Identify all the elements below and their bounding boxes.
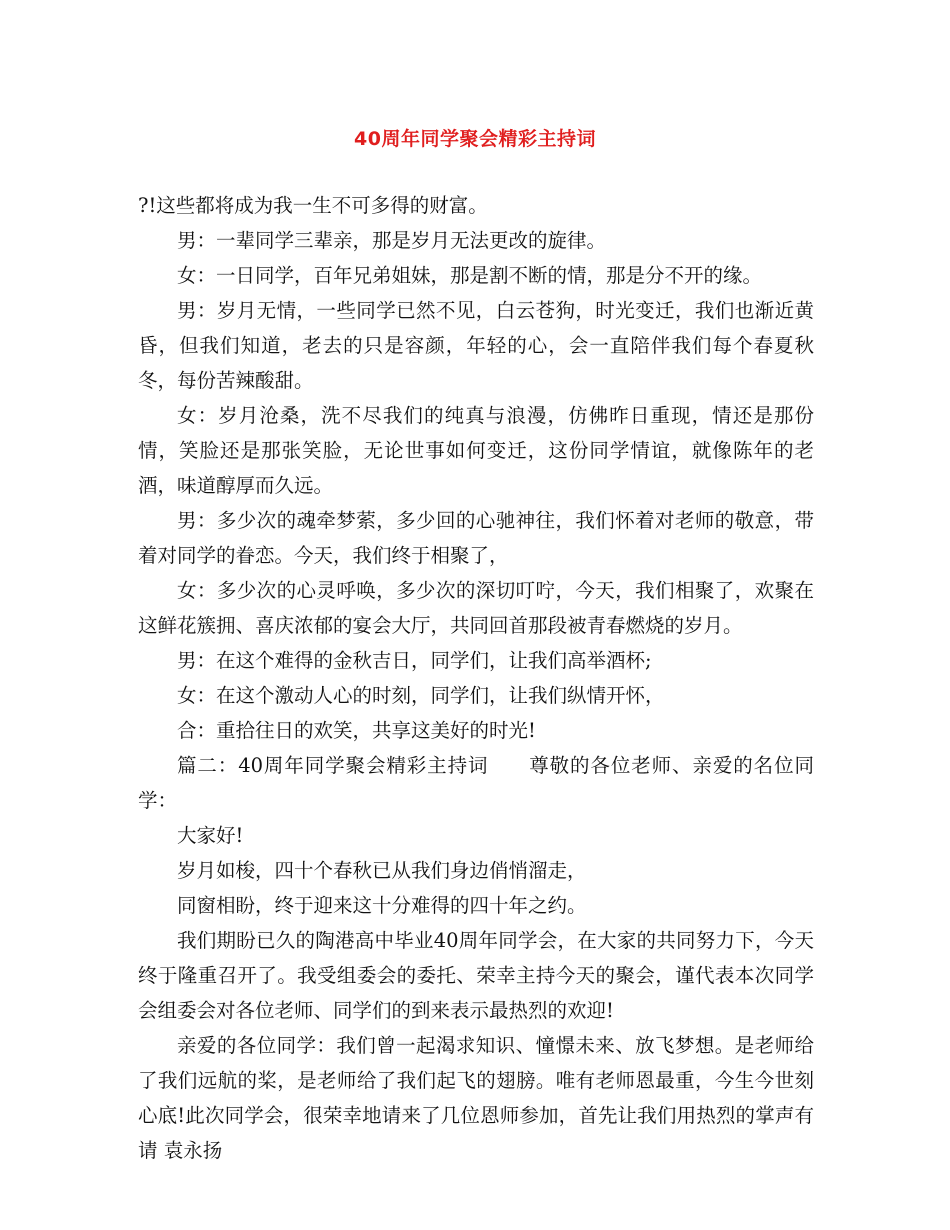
document-body	[138, 188, 814, 1168]
paragraph: 篇二：40周年同学聚会精彩主持词 尊敬的各位老师、亲爱的名位同学：	[138, 754, 814, 812]
paragraph: 女：多少次的心灵呼唤，多少次的深切叮咛，今天，我们相聚了，欢聚在这鲜花簇拥、喜庆浓郁的宴会大厅，共同回首那段被青春燃烧的岁月。	[138, 579, 814, 637]
paragraph: 亲爱的各位同学：我们曾一起渴求知识、憧憬未来、放飞梦想。是老师给了我们远航的桨，是老师给了我们起飞的翅膀。唯有老师恩最重，今生今世刻心底!此次同学会，很荣幸地请来了几位恩师参加，首先让我们用热烈的掌声有请 袁永扬	[138, 1034, 814, 1162]
paragraph: 男：一辈同学三辈亲，那是岁月无法更改的旋律。	[177, 229, 607, 252]
paragraph: 岁月如梭，四十个春秋已从我们身边俏悄溜走，	[177, 859, 587, 882]
paragraph: 女：一日同学，百年兄弟姐妹，那是割不断的情，那是分不开的缘。	[177, 264, 763, 287]
paragraph: 我们期盼已久的陶港高中毕业40周年同学会，在大家的共同努力下，今天终于隆重召开了。我受组委会的委托、荣幸主持今天的聚会，谨代表本次同学会组委会对各位老师、同学们的到来表示最热烈的欢迎!	[138, 929, 814, 1022]
paragraph: 男：在这个难得的金秋吉日，同学们，让我们高举酒杯;	[177, 649, 652, 672]
paragraph: 合：重拾往日的欢笑，共享这美好的时光!	[177, 719, 536, 742]
paragraph: 男：多少次的魂牵梦萦，多少回的心驰神往，我们怀着对老师的敬意，带着对同学的眷恋。今天，我们终于相聚了，	[138, 509, 814, 567]
paragraph: 女：岁月沧桑，洗不尽我们的纯真与浪漫，仿佛昨日重现，情还是那份情，笑脸还是那张笑脸，无论世事如何变迁，这份同学情谊，就像陈年的老酒，味道醇厚而久远。	[138, 404, 814, 497]
paragraph: 男：岁月无情，一些同学已然不见，白云苍狗，时光变迁，我们也渐近黄昏，但我们知道，老去的只是容颜，年轻的心，会一直陪伴我们每个春夏秋冬，每份苦辣酸甜。	[138, 299, 814, 392]
paragraph: 女：在这个激动人心的时刻，同学们，让我们纵情开怀，	[177, 684, 665, 707]
paragraph: 同窗相盼，终于迎来这十分难得的四十年之约。	[177, 894, 587, 917]
document-title: 40周年同学聚会精彩主持词	[354, 128, 596, 150]
paragraph: 大家好!	[177, 824, 244, 847]
paragraph: ?!这些都将成为我一生不可多得的财富。	[138, 194, 488, 217]
